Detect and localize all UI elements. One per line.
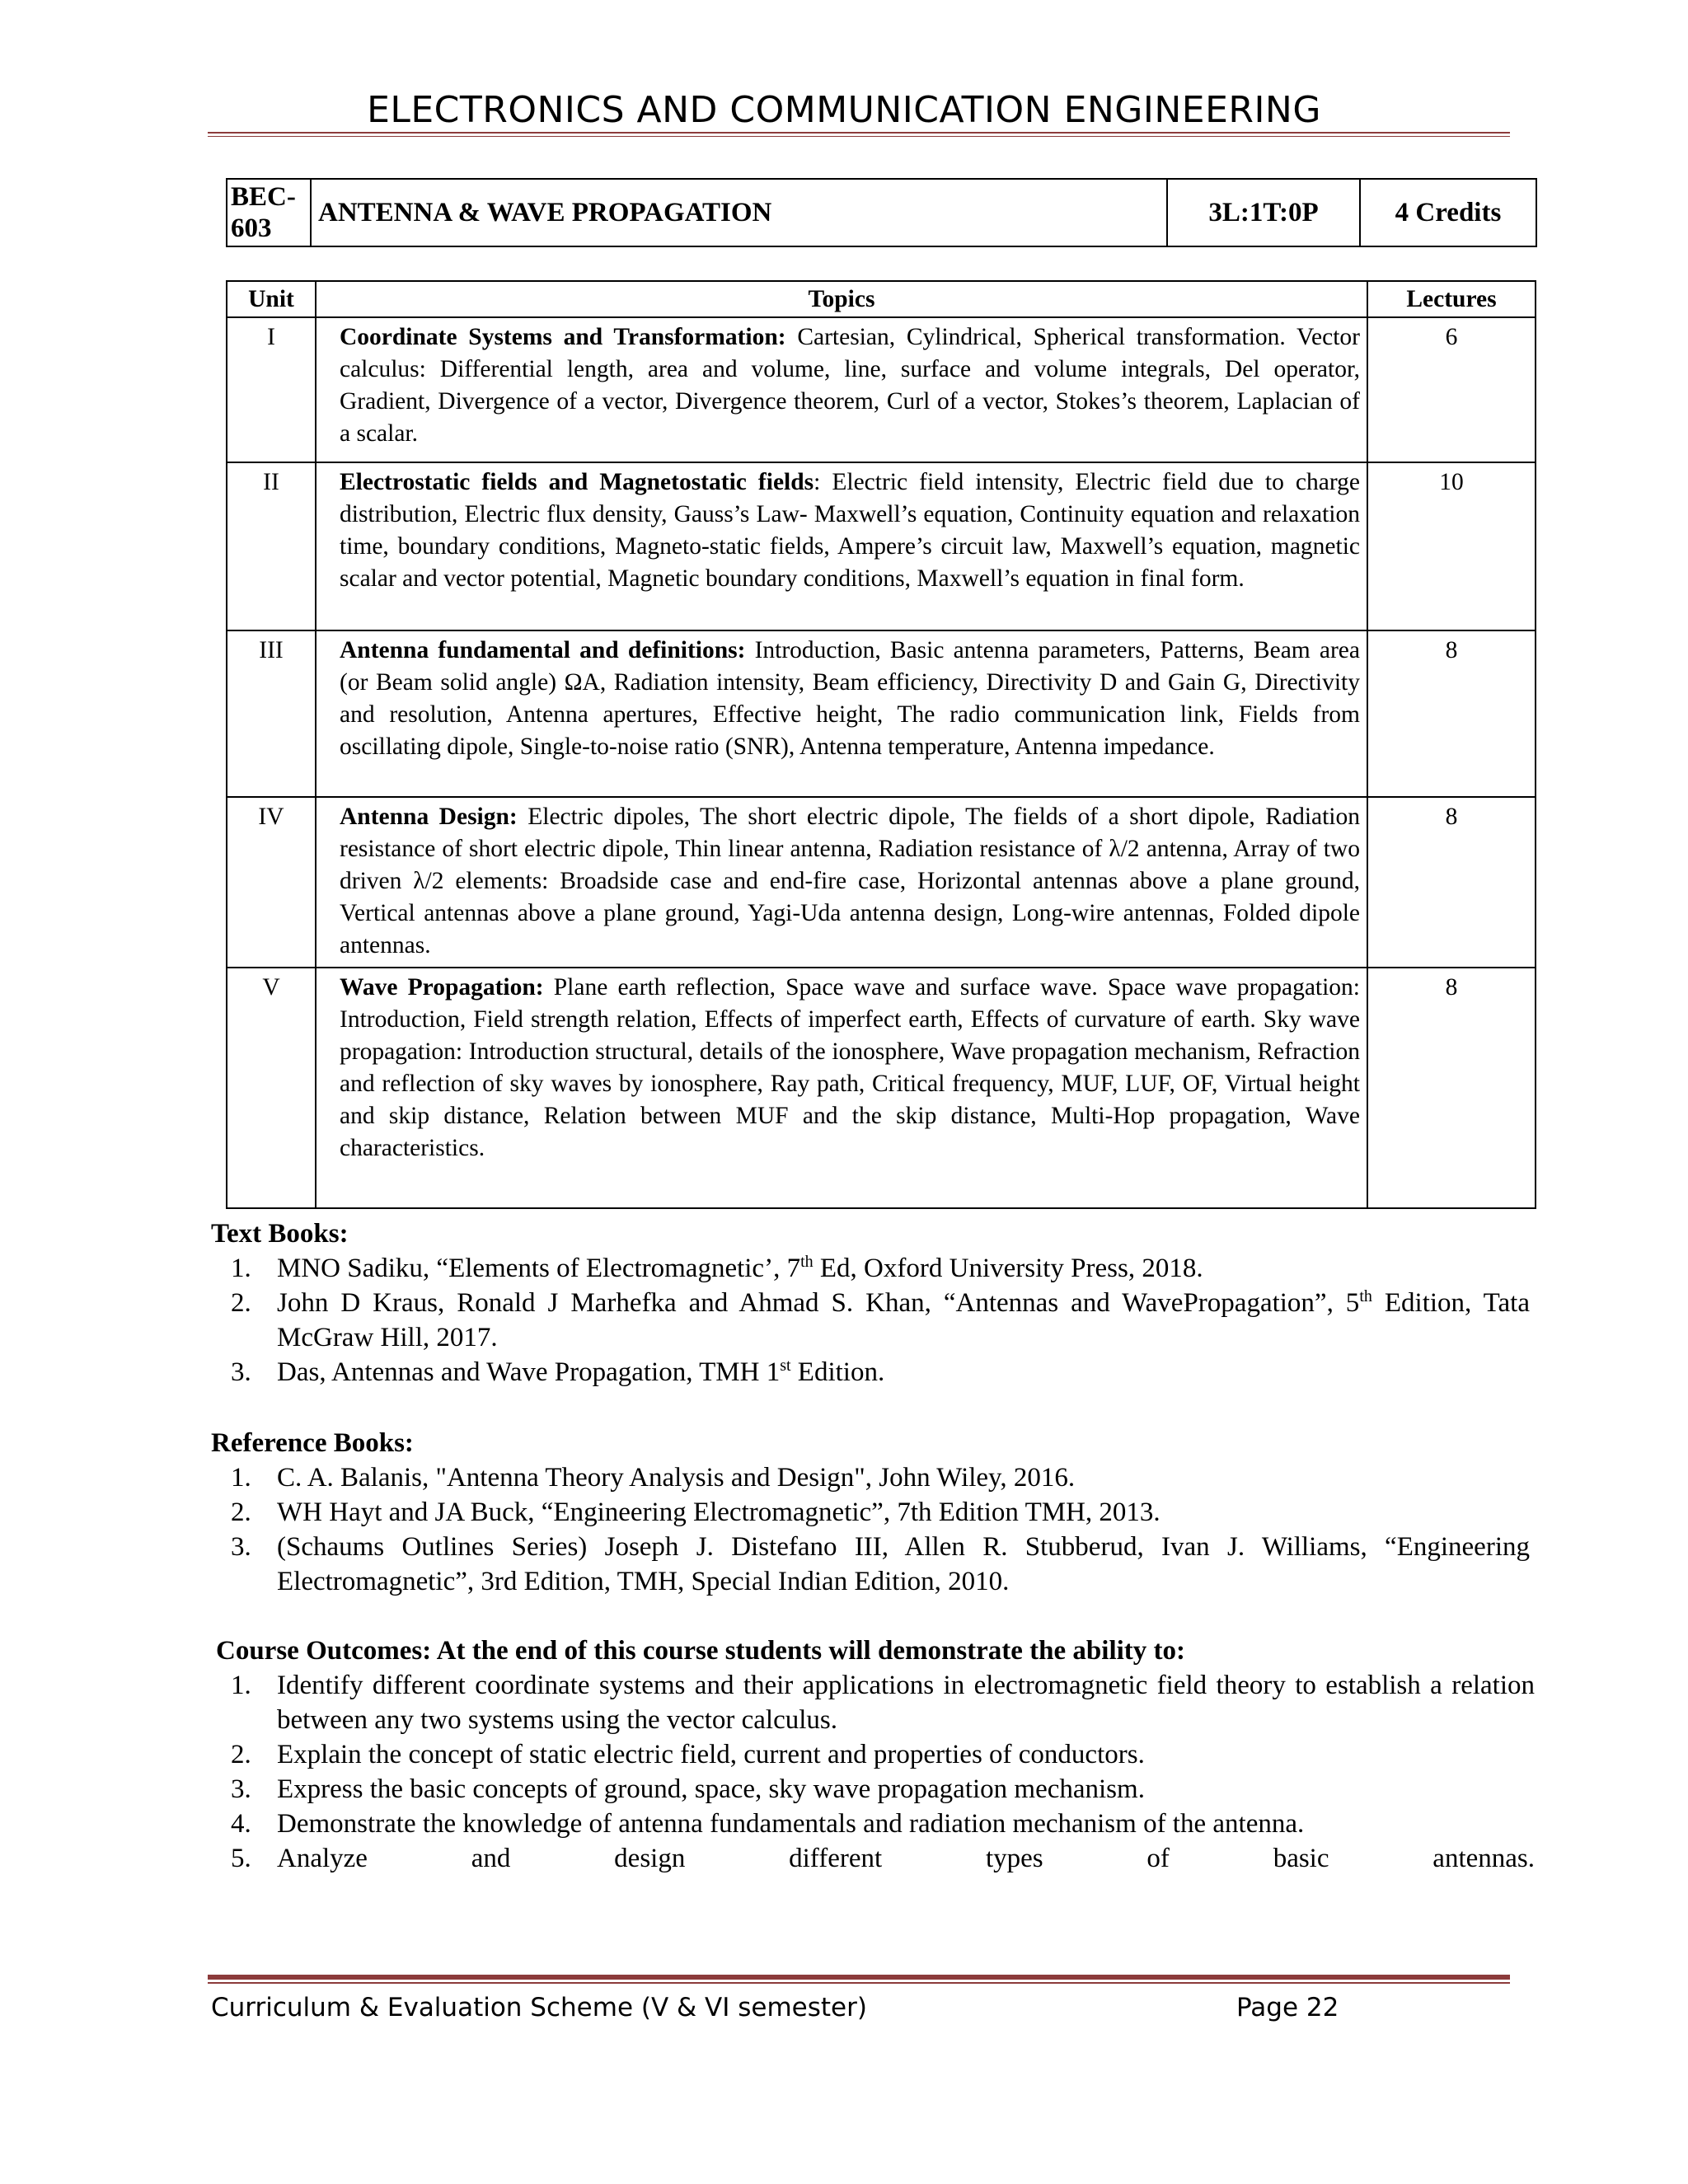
text-books-title: Text Books: [211, 1219, 349, 1249]
reference-text: (Schaums Outlines Series) Joseph J. Distefano III, Allen R. Stubberud, Ivan J. Williams, “Engineering Electromagnetic”, 3rd Edition, TMH, Special Indian Edition, 2010. [277, 1532, 1530, 1596]
reference-text: C. A. Balanis, "Antenna Theory Analysis and Design", John Wiley, 2016. [277, 1463, 1076, 1493]
reference-books-section [211, 1426, 1530, 1599]
table-row [227, 968, 1536, 1208]
list-number: 3. [231, 1357, 251, 1387]
book-superscript: th [800, 1253, 814, 1271]
unit-topics [316, 797, 1367, 968]
outcome-text: Explain the concept of static electric field, current and properties of conductors. [277, 1740, 1145, 1769]
table-row [227, 317, 1536, 462]
footer-page-number: Page 22 [1236, 1993, 1339, 2022]
book-superscript: st [780, 1357, 791, 1375]
list-number: 1. [231, 1254, 251, 1283]
text-books-section [211, 1216, 1530, 1390]
unit-topics [316, 968, 1367, 1208]
reference-text: WH Hayt and JA Buck, “Engineering Electromagnetic”, 7th Edition TMH, 2013. [277, 1497, 1160, 1527]
course-info-table [226, 178, 1537, 247]
list-item [211, 1251, 1530, 1286]
list-item [211, 1668, 1535, 1737]
list-item [211, 1530, 1530, 1599]
list-item [211, 1460, 1530, 1495]
unit-heading: Electrostatic fields and Magnetostatic fields [340, 469, 814, 495]
list-number: 2. [231, 1740, 251, 1769]
book-text: Edition. [790, 1357, 885, 1387]
list-item [211, 1355, 1530, 1390]
book-text: Ed, Oxford University Press, 2018. [813, 1254, 1203, 1283]
book-text: John D Kraus, Ronald J Marhefka and Ahmad S. Khan, “Antennas and WavePropagation”, 5 [277, 1288, 1360, 1318]
course-code: BEC-603 [227, 179, 311, 246]
outcome-text: Express the basic concepts of ground, space, sky wave propagation mechanism. [277, 1774, 1145, 1804]
unit-lectures: 8 [1367, 968, 1536, 1208]
unit-text: Plane earth reflection, Space wave and surface wave. Space wave propagation: Introduction, Field strength relation, Effects of imperfect earth, Effects of curvature of earth. Sky wave propagation: Introduction structural, details of the ionosphere, Wave propagation mechanism, Refraction and reflection of sky waves by ionosphere, Ray path, Critical frequency, MUF, LUF, OF, Virtual height and skip distance, Relation between MUF and the skip distance, Multi-Hop propagation, Wave characteristics. [340, 974, 1360, 1161]
unit-heading: Wave Propagation: [340, 974, 544, 1001]
book-text: MNO Sadiku, “Elements of Electromagnetic’, 7 [277, 1254, 801, 1283]
table-row [227, 797, 1536, 968]
list-number: 1. [231, 1463, 251, 1493]
unit-topics [316, 317, 1367, 462]
list-item [211, 1772, 1535, 1807]
list-item [211, 1737, 1535, 1772]
unit-heading: Antenna fundamental and definitions: [340, 637, 746, 663]
course-outcomes-section [216, 1633, 1535, 1876]
unit-text: : Electric field intensity, Electric field due to charge distribution, Electric flux density, Gauss’s Law- Maxwell’s equation, Continuity equation and relaxation time, boundary conditions, Magneto-static fields, Ampere’s circuit law, Maxwell’s equation, magnetic scalar and vector potential, Magnetic boundary conditions, Maxwell’s equation in final form. [340, 469, 1360, 592]
unit-text: Cartesian, Cylindrical, Spherical transformation. Vector calculus: Differential length, area and volume, line, surface and volume integrals, Del operator, Gradient, Divergence of a vector, Divergence theorem, Curl of a vector, Stokes’s theorem, Laplacian of a scalar. [340, 324, 1360, 447]
footer-document-title: Curriculum & Evaluation Scheme (V & VI semester) [211, 1993, 867, 2022]
syllabus-table [226, 280, 1536, 1209]
unit-lectures: 10 [1367, 462, 1536, 630]
list-number: 1. [231, 1671, 251, 1700]
book-superscript: th [1359, 1287, 1372, 1305]
unit-number: II [227, 462, 316, 630]
list-number: 4. [231, 1809, 251, 1839]
list-number: 2. [231, 1497, 251, 1527]
outcome-text: Analyze and design different types of basic antennas. [277, 1844, 1535, 1873]
list-item [211, 1841, 1535, 1876]
list-item [211, 1807, 1535, 1841]
unit-heading: Coordinate Systems and Transformation: [340, 324, 786, 350]
reference-books-title: Reference Books: [211, 1428, 414, 1458]
unit-lectures: 8 [1367, 630, 1536, 797]
course-title: ANTENNA & WAVE PROPAGATION [311, 179, 1167, 246]
unit-text: Introduction, Basic antenna parameters, Patterns, Beam area (or Beam solid angle) ΩA, Radiation intensity, Beam efficiency, Directivity D and Gain G, Directivity and resolution, Antenna apertures, Effective height, The radio communication link, Fields from oscillating dipole, Single-to-noise ratio (SNR), Antenna temperature, Antenna impedance. [340, 637, 1360, 760]
page-header-title: ELECTRONICS AND COMMUNICATION ENGINEERING [367, 89, 1321, 131]
course-ltp: 3L:1T:0P [1167, 179, 1360, 246]
list-number: 2. [231, 1288, 251, 1318]
outcome-text: Demonstrate the knowledge of antenna fundamentals and radiation mechanism of the antenna. [277, 1809, 1305, 1839]
list-number: 3. [231, 1532, 251, 1562]
syllabus-header-row [227, 281, 1536, 317]
header-lectures: Lectures [1367, 281, 1536, 317]
unit-lectures: 6 [1367, 317, 1536, 462]
unit-topics [316, 630, 1367, 797]
course-credits: 4 Credits [1360, 179, 1536, 246]
footer-rule [208, 1975, 1510, 1984]
unit-lectures: 8 [1367, 797, 1536, 968]
outcome-text: Identify different coordinate systems and their applications in electromagnetic field theory to establish a relation between any two systems using the vector calculus. [277, 1671, 1535, 1735]
unit-heading: Antenna Design: [340, 804, 518, 830]
list-item [211, 1495, 1530, 1530]
unit-number: III [227, 630, 316, 797]
course-outcomes-title: Course Outcomes: At the end of this course students will demonstrate the ability to: [216, 1636, 1185, 1666]
table-row [227, 630, 1536, 797]
list-item [211, 1286, 1530, 1355]
unit-number: IV [227, 797, 316, 968]
unit-topics [316, 462, 1367, 630]
unit-number: I [227, 317, 316, 462]
book-text: Das, Antennas and Wave Propagation, TMH 1 [277, 1357, 781, 1387]
table-row [227, 462, 1536, 630]
unit-number: V [227, 968, 316, 1208]
list-number: 3. [231, 1774, 251, 1804]
unit-text: Electric dipoles, The short electric dipole, The fields of a short dipole, Radiation resistance of short electric dipole, Thin linear antenna, Radiation resistance of λ/2 antenna, Array of two driven λ/2 elements: Broadside case and end-fire case, Horizontal antennas above a plane ground, Vertical antennas above a plane ground, Yagi-Uda antenna design, Long-wire antennas, Folded dipole antennas. [340, 804, 1360, 958]
header-rule [208, 132, 1510, 138]
list-number: 5. [231, 1844, 251, 1873]
header-topics: Topics [316, 281, 1367, 317]
book-text: Edition, Tata McGraw Hill, 2017. [277, 1288, 1530, 1352]
header-unit: Unit [227, 281, 316, 317]
